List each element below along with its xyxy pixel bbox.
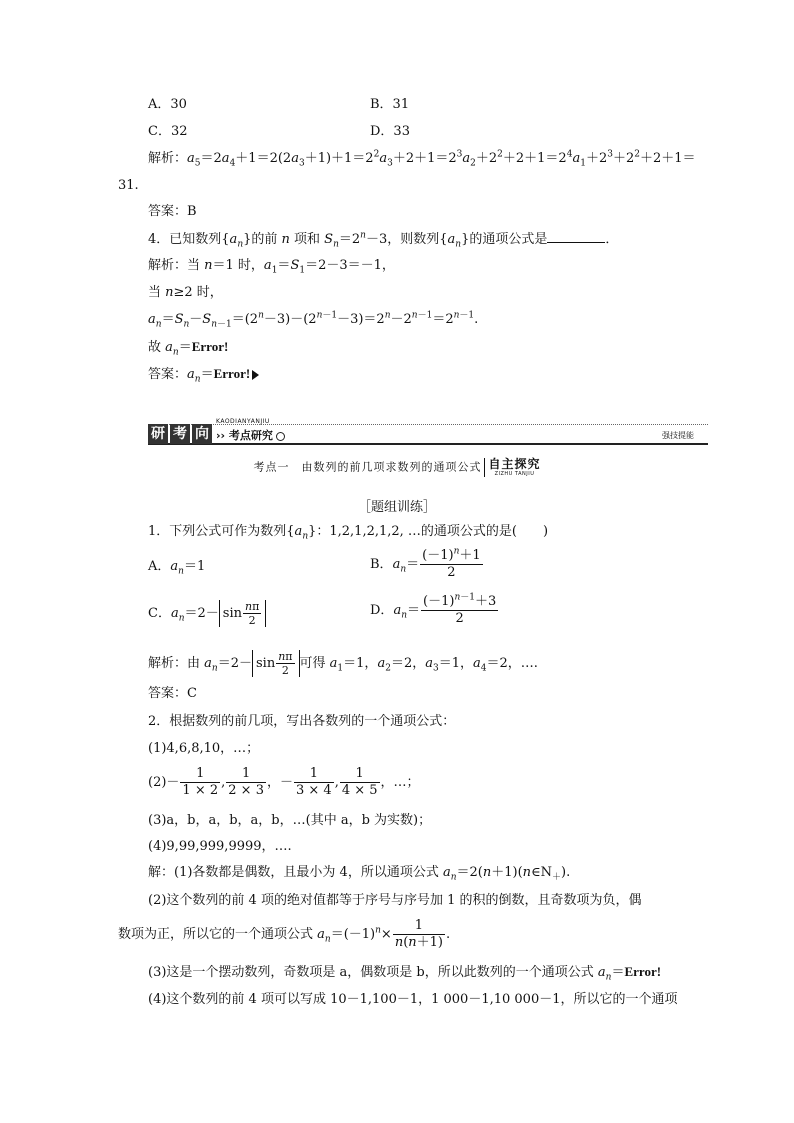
- option-label: A．: [148, 559, 171, 574]
- problem-2-solution-1: 解：(1)各数都是偶数，且最小为 4，所以通项公式 $a_n=2(n+1)(n\in N_+)$.: [148, 865, 571, 883]
- banner-char-box: 向: [192, 424, 212, 444]
- section-title: [216, 427, 285, 443]
- option-c: C．32: [148, 124, 188, 139]
- group-title: ［题组训练］: [357, 500, 436, 515]
- problem-2-solution-4: (4)这个数列的前 4 项可以写成 10－1,100－1，1 000－1,10 000－1，所以它的一个通项: [148, 992, 678, 1007]
- solution-text: 故: [148, 340, 166, 355]
- solution-text: 解：(1)各数都是偶数，且最小为 4，所以通项公式: [148, 865, 443, 880]
- question-4-stem: 4．已知数列$\{a_n\}$的前 n 项和 $S_n=2^n-3$，则数列$\{a_n\}$的通项公式是 ．: [148, 230, 619, 250]
- answer-blank[interactable]: [547, 230, 605, 243]
- problem-2-solution-2a: (2)这个数列的前 4 项的绝对值都等于序号与序号加 1 的积的倒数，且奇数项为负，偶: [148, 893, 642, 908]
- problem-1-option-a: A．$a_n=1$: [148, 559, 206, 577]
- answer-q3: 答案：B: [148, 204, 197, 219]
- solution-text: 解析：当: [148, 258, 205, 273]
- problem-1-solution: 解析：由 $a_n=2- \sin$ $\frac{n\pi}{2}$ 可得 $a_1=1$，$a_2=2$，$a_3=1$，$a_4=2$，….: [148, 650, 538, 677]
- problem-1-option-c: C．$a_n=2- \sin$ $\frac{n\pi}{2}$: [148, 600, 266, 627]
- stem-part: 4．已知数列{: [148, 232, 230, 247]
- solution-q4-line1: 解析：当 n＝1 时，$a_1=S_1=2-3=-1$，: [148, 258, 395, 276]
- solution-text: (3)这是一个摆动数列，奇数项是 a，偶数项是 b，所以此数列的一个通项公式: [148, 965, 598, 980]
- option-label: B．: [370, 557, 393, 572]
- stem-part: 1．下列公式可作为数列{: [148, 524, 295, 539]
- stem-part: ．: [605, 232, 619, 247]
- section-banner: [148, 418, 708, 444]
- topic-tag-label: 自主探究: [488, 457, 541, 471]
- stem-part: ，则数列{: [387, 232, 448, 247]
- problem-1-answer: 答案：C: [148, 686, 197, 701]
- banner-char-box: 考: [170, 424, 190, 444]
- problem-2-item-3: (3)a，b，a，b，a，b，…(其中 a，b 为实数)；: [148, 813, 432, 828]
- problem-2-solution-2b: 数项为正，所以它的一个通项公式 $a_n=(-1)^n\times$ $\frac{1}{n(n+1)}$ .: [118, 918, 451, 950]
- section-label: 考点研究: [228, 429, 273, 442]
- stem-part: }的前: [243, 232, 282, 247]
- error-placeholder: Error!: [624, 964, 662, 979]
- banner-char-box: 研: [148, 424, 168, 444]
- option-b: B．31: [370, 97, 410, 112]
- option-d: D．33: [370, 124, 410, 139]
- banner-rule: [148, 443, 708, 445]
- item-prefix: (2)－: [148, 775, 180, 790]
- topic-tag: [484, 458, 540, 477]
- option-label: D．: [370, 603, 394, 618]
- problem-1-option-d: D．$a_n=$ $\frac{(-1)^{n-1}+3}{2}$: [370, 592, 497, 626]
- problem-2-item-2: (2)－ $\frac{1}{1 \times 2}$ , $\frac{1}{2 \times 3}$ ，－ $\frac{1}{3 \times 4}$ , $\frac{1}{4 \times 5}$ ，…；: [148, 766, 420, 798]
- problem-2-stem: 2．根据数列的前几项，写出各数列的一个通项公式：: [148, 714, 456, 729]
- problem-2-solution-3: (3)这是一个摆动数列，奇数项是 a，偶数项是 b，所以此数列的一个通项公式 $a_n=Error$!: [148, 964, 662, 983]
- solution-text: 解析：由: [148, 656, 205, 671]
- problem-1-stem: 1．下列公式可作为数列$\{a_n\}$：1,2,1,2,1,2, …的通项公式的是( ): [148, 524, 549, 542]
- problem-1-option-b: B．$a_n=$ $\frac{(-1)^n+1}{2}$: [370, 546, 481, 580]
- solution-label: 解析：: [148, 151, 188, 166]
- error-placeholder: Error!: [213, 366, 251, 381]
- answer-label: 答案：: [148, 367, 188, 382]
- banner-right-label: 强技提能: [662, 431, 694, 440]
- solution-text: 数项为正，所以它的一个通项公式: [118, 927, 318, 942]
- answer-q4: 答案：$a_n=Error$!: [148, 365, 259, 384]
- problem-2-item-1: (1)4,6,8,10，…；: [148, 741, 260, 756]
- problem-2-item-4: (4)9,99,999,9999，….: [148, 839, 292, 854]
- circle-arrow-icon: [276, 432, 285, 441]
- solution-text: ≥2 时，: [173, 285, 223, 300]
- solution-q3-cont: 31.: [118, 178, 139, 193]
- solution-text: 当: [148, 285, 166, 300]
- topic-tag-pinyin: ZIZHU TANJIU: [494, 471, 535, 477]
- option-a: A．30: [148, 97, 187, 112]
- solution-text: ＝1 时，: [212, 258, 264, 273]
- option-label: C．: [148, 606, 171, 621]
- arrows-icon: ››: [216, 429, 226, 442]
- stem-part: 项和: [289, 232, 325, 247]
- topic-heading: [0, 458, 794, 477]
- stem-part: }：1,2,1,2,1,2, …的通项公式的是( ): [308, 524, 549, 539]
- stem-part: }的通项公式是: [461, 232, 548, 247]
- topic-text: 考点一 由数列的前几项求数列的通项公式: [253, 460, 482, 474]
- solution-q4-line2: 当 n≥2 时，: [148, 285, 223, 300]
- banner-pinyin: KAODIANYANJIU: [216, 418, 270, 425]
- error-placeholder: Error!: [191, 339, 229, 354]
- solution-q4-line3: $a_n=S_n-S_{n-1}=(2^n-3)-(2^{n-1}-3)=2^n-2^{n-1}=2^{n-1}$.: [148, 310, 479, 330]
- solution-q3: 解析：$a_5=2a_4+1=2(2a_3+1)+1=2^2a_3+2+1=2^3a_2+2^2+2+1=2^4a_1+2^3+2^2+2+1=$: [148, 149, 696, 169]
- solution-q4-line4: 故 $a_n=Error$!: [148, 339, 229, 358]
- play-triangle-icon: [252, 370, 259, 380]
- solution-text: 可得: [299, 656, 330, 671]
